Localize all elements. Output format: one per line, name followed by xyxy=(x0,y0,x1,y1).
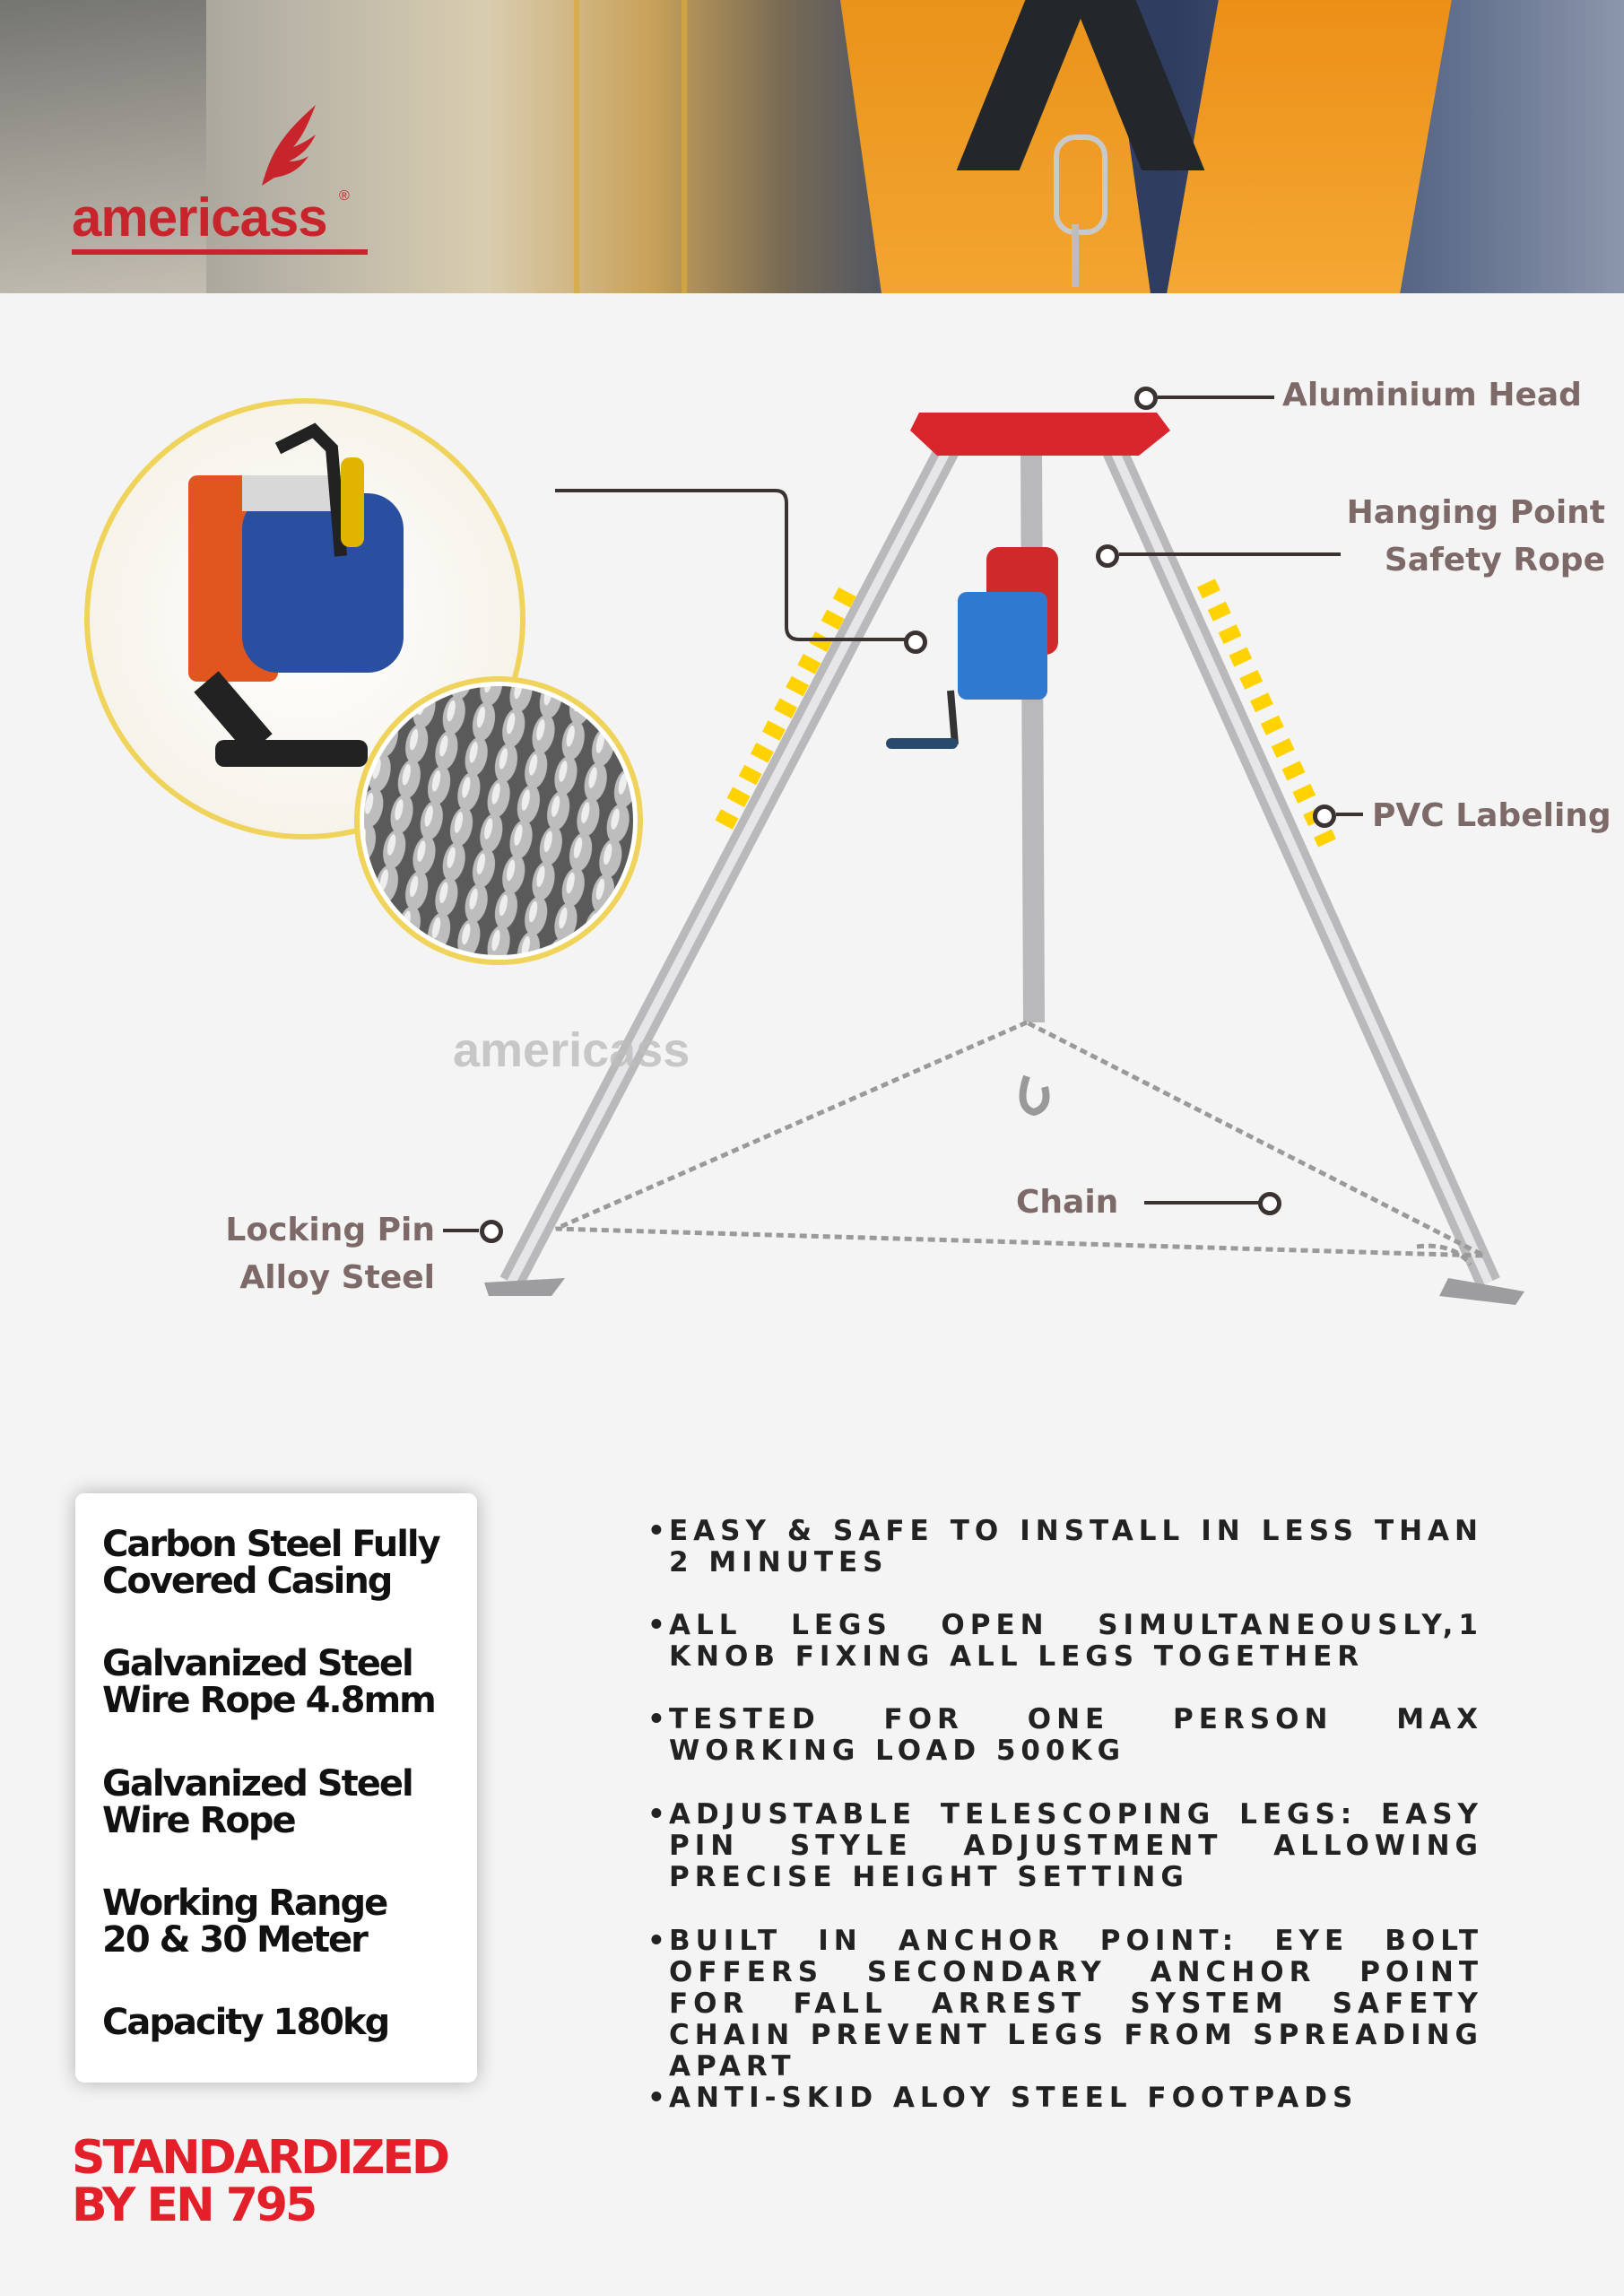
callout-dot xyxy=(1258,1192,1281,1215)
callout-dot xyxy=(1096,544,1119,568)
brand-underline xyxy=(72,249,368,255)
spec-line: Working Range xyxy=(102,1883,387,1924)
feature-item: • ADJUSTABLE TELESCOPING LEGS: EASY PIN STYLE ADJUSTMENT ALLOWING PRECISE HEIGHT SETTING xyxy=(669,1799,1483,1893)
winged-logo-icon xyxy=(253,100,325,190)
spec-line: Galvanized Steel xyxy=(102,1763,413,1805)
spec-capacity xyxy=(102,2002,461,2043)
callout-pvc-labeling: PVC Labeling xyxy=(1372,797,1611,834)
spec-casing xyxy=(102,1526,461,1600)
harness-carabiner xyxy=(1054,135,1107,235)
hero-rope-line xyxy=(682,0,687,293)
hero-banner-photo xyxy=(0,0,1624,293)
feature-item: • TESTED FOR ONE PERSON MAX WORKING LOAD 500KG xyxy=(669,1704,1483,1767)
spec-card xyxy=(75,1493,477,2083)
callout-aluminium-head: Aluminium Head xyxy=(1282,377,1582,413)
standard-line: STANDARDIZED xyxy=(72,2131,447,2185)
feature-item: • BUILT IN ANCHOR POINT: EYE BOLT OFFERS SECONDARY ANCHOR POINT FOR FALL ARREST SYSTEM SAFETY CHAIN PREVENT LEGS FROM SPREADING APART xyxy=(669,1926,1483,2083)
standard-label xyxy=(72,2131,447,2232)
spec-line: Wire Rope xyxy=(102,1800,295,1841)
feature-item: • ALL LEGS OPEN SIMULTANEOUSLY,1 KNOB FIXING ALL LEGS TOGETHER xyxy=(669,1610,1483,1673)
harness-hook xyxy=(1072,224,1079,287)
callout-dot xyxy=(1134,387,1158,410)
callout-leader xyxy=(1158,396,1274,399)
spec-line: Covered Casing xyxy=(102,1561,392,1602)
spec-line: Wire Rope 4.8mm xyxy=(102,1680,435,1721)
callout-safety-rope: Safety Rope xyxy=(1384,542,1605,578)
brand-logo-text: americass xyxy=(72,187,327,248)
callout-dot xyxy=(904,631,927,654)
watermark-logo-text: americass xyxy=(453,1023,690,1077)
callout-leader xyxy=(443,1229,479,1232)
callout-locking-pin: Locking Pin xyxy=(225,1212,435,1248)
spec-wire-rope xyxy=(102,1763,461,1841)
hero-rope-line xyxy=(574,0,579,293)
spec-line: Carbon Steel Fully xyxy=(102,1524,439,1565)
feature-item: • EASY & SAFE TO INSTALL IN LESS THAN 2 MINUTES xyxy=(669,1516,1483,1578)
callout-dot xyxy=(1313,804,1336,828)
spec-working-range xyxy=(102,1885,461,1959)
feature-item: • ANTI-SKID ALOY STEEL FOOTPADS xyxy=(669,2083,1483,2114)
standard-line: BY EN 795 xyxy=(72,2179,316,2232)
spec-line: Galvanized Steel xyxy=(102,1643,413,1684)
callout-alloy-steel: Alloy Steel xyxy=(239,1259,435,1296)
callout-chain: Chain xyxy=(1016,1184,1119,1221)
callout-dot xyxy=(480,1220,503,1243)
brand-registered-mark: ® xyxy=(339,188,350,204)
callout-hanging-point: Hanging Point xyxy=(1346,494,1605,531)
spec-line: 20 & 30 Meter xyxy=(102,1919,367,1961)
winch-callout-leader xyxy=(551,480,924,659)
callout-leader xyxy=(1144,1201,1261,1205)
callout-leader xyxy=(1336,813,1363,816)
spec-line: Capacity 180kg xyxy=(102,2002,389,2043)
spec-wire-rope-mm xyxy=(102,1643,461,1721)
callout-leader xyxy=(1119,552,1341,556)
safety-vest-right xyxy=(1167,0,1452,293)
